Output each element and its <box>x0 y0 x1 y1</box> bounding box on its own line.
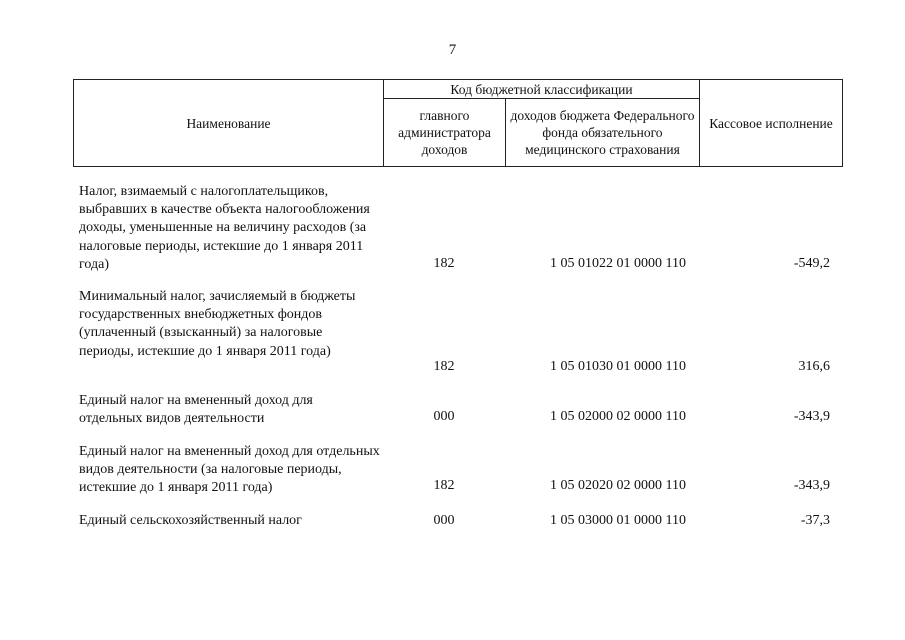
row-budget-code: 1 05 01022 01 0000 110 <box>550 256 686 271</box>
header-classification-group: Код бюджетной классификации <box>384 80 700 99</box>
row-amount: -549,2 <box>793 256 830 271</box>
row-budget-code: 1 05 02000 02 0000 110 <box>550 409 686 424</box>
header-name: Наименование <box>74 80 384 166</box>
row-admin-code: 182 <box>433 478 455 493</box>
row-budget-code: 1 05 03000 01 0000 110 <box>550 513 686 528</box>
row-admin-code: 000 <box>433 409 455 424</box>
row-amount: -37,3 <box>800 513 830 528</box>
row-name: Единый налог на вмененный доход для отдельных видов деятельности (за налоговые периоды, истекшие до 1 января 2011 года) <box>79 444 380 496</box>
row-budget-code: 1 05 02020 02 0000 110 <box>550 478 686 493</box>
row-amount: 316,6 <box>798 359 830 374</box>
header-main-administrator: главного администратора доходов <box>384 99 506 166</box>
row-name: Единый налог на вмененный доход для отдельных видов деятельности <box>79 393 313 427</box>
row-name: Единый сельскохозяйственный налог <box>79 513 302 528</box>
row-amount: -343,9 <box>793 409 830 424</box>
row-name: Минимальный налог, зачисляемый в бюджеты государственных внебюджетных фондов (уплаченный (взысканный) за налоговые периоды, истекшие до 1 января 2011 года) <box>79 289 356 359</box>
row-admin-code: 182 <box>433 359 455 374</box>
row-name: Налог, взимаемый с налогоплательщиков, выбравших в качестве объекта налогообложения доходы, уменьшенные на величину расходов (за налоговые периоды, истекшие до 1 января 2011 года) <box>79 184 370 272</box>
row-admin-code: 000 <box>433 513 455 528</box>
row-amount: -343,9 <box>793 478 830 493</box>
row-admin-code: 182 <box>433 256 455 271</box>
page-number: 7 <box>448 42 457 58</box>
header-cash-execution: Кассовое исполнение <box>709 115 833 131</box>
header-fund-income: доходов бюджета Федерального фонда обязательного медицинского страхования <box>506 99 700 166</box>
row-budget-code: 1 05 01030 01 0000 110 <box>550 359 686 374</box>
